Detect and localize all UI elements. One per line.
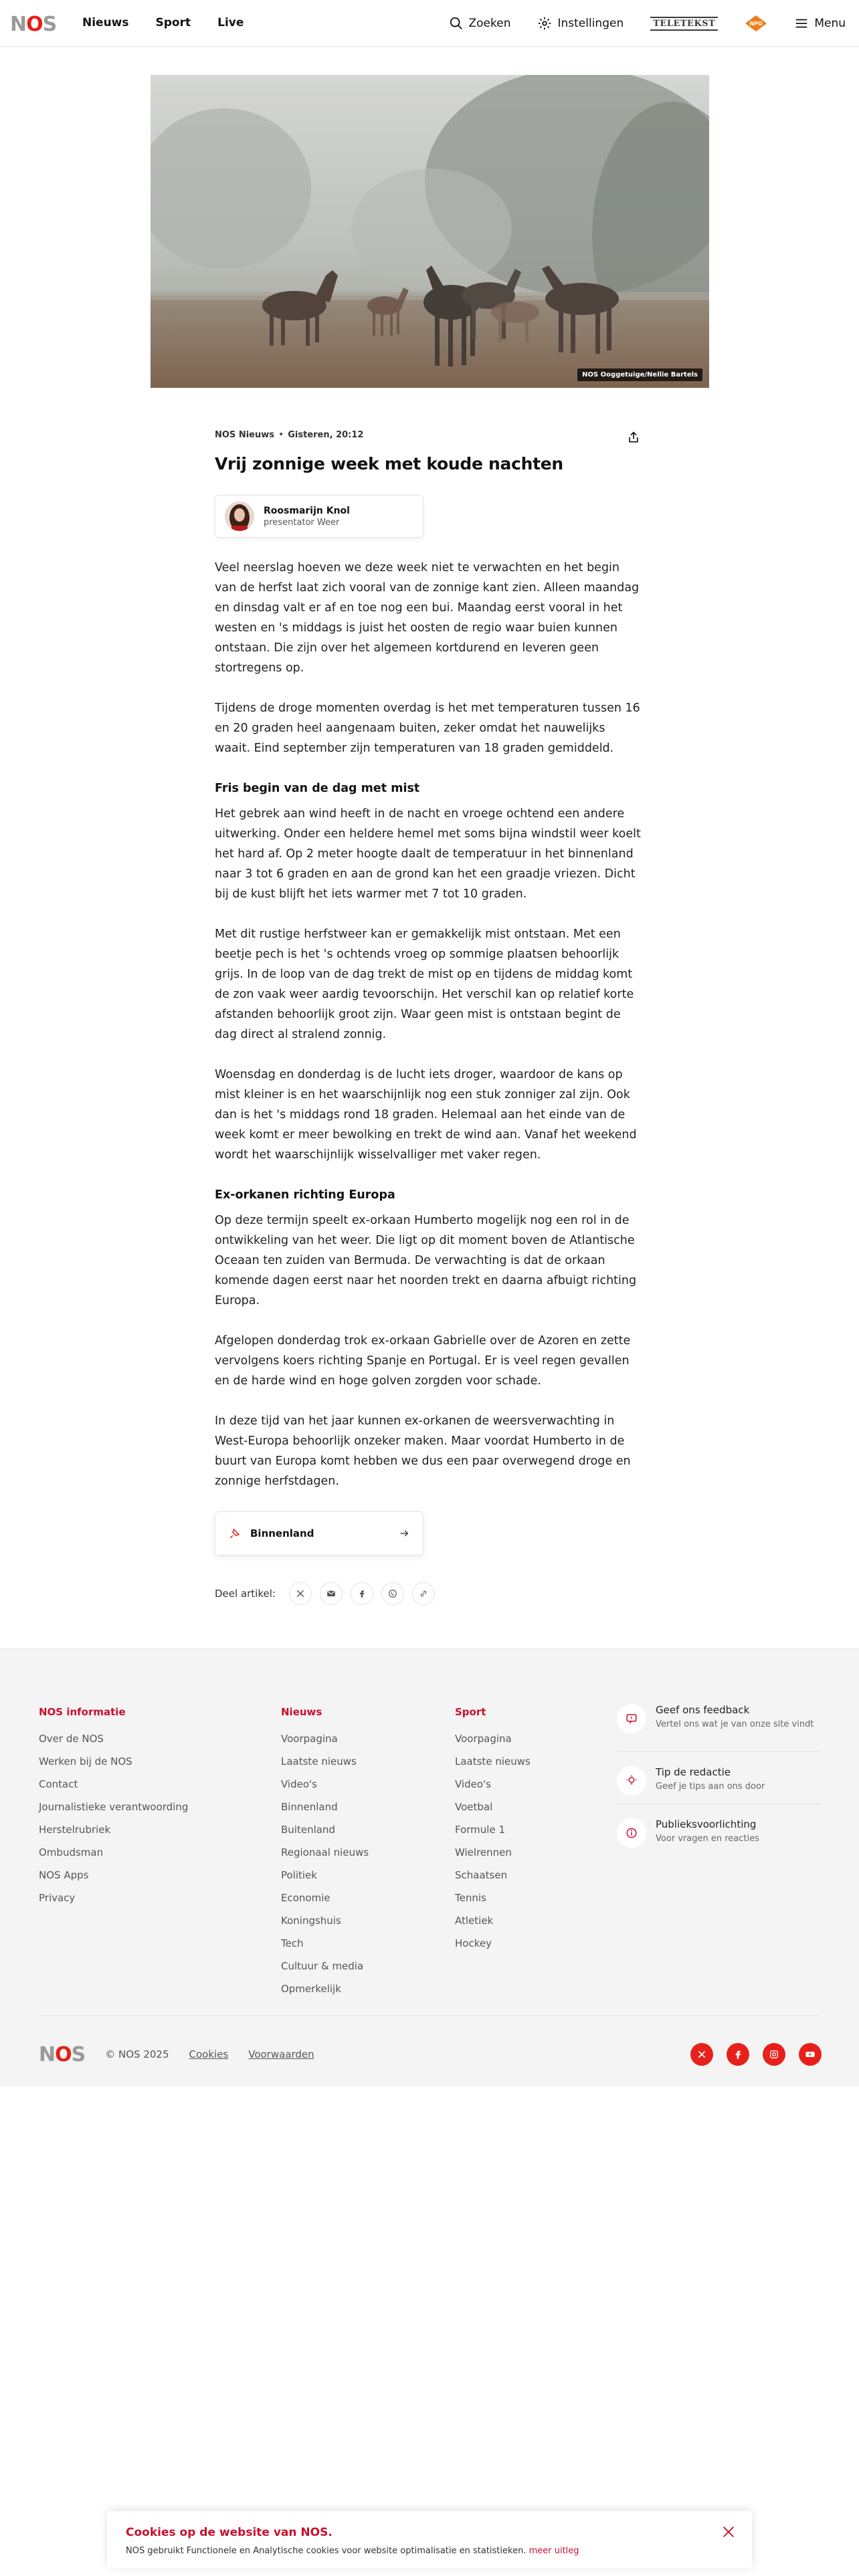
footer-link[interactable]: Wielrennen	[455, 1846, 512, 1858]
footer-link[interactable]: Privacy	[39, 1892, 76, 1904]
cookie-banner	[107, 2511, 752, 2568]
feedback-icon	[617, 1704, 646, 1733]
footer-link[interactable]: Contact	[39, 1778, 78, 1790]
feedback-box[interactable]: Geef ons feedback Vertel ons wat je van onze site vindt	[617, 1704, 821, 1733]
main-nav	[82, 16, 244, 29]
footer-link[interactable]: Formule 1	[455, 1824, 505, 1836]
paragraph: Veel neerslag hoeven we deze week niet te verwachten en het begin van de herfst laat zich vooral van de zonnige kant zien. Alleen maandag en dinsdag valt er af en toe nog een bui. Maandag eerst vooral in het westen en 's middags is juist het oosten de regio waar buien kunnen ontstaan. Die zijn over het algemeen kortdurend en leveren geen stortregens op.	[215, 561, 640, 675]
author-role: presentator Weer	[264, 517, 340, 528]
info-icon	[617, 1818, 646, 1848]
article-meta	[215, 428, 643, 441]
footer-link[interactable]: Voorpagina	[281, 1733, 338, 1745]
subheading: Ex-orkanen richting Europa	[215, 1188, 395, 1202]
facebook-icon	[357, 1589, 367, 1598]
paragraph: In deze tijd van het jaar kunnen ex-orkanen de weersverwachting in West-Europa behoorlijk onzeker maken. Maar voordat Humberto in de buurt van Europa komt hebben we dus een paar overwegend droge en zonnige herfstdagen.	[215, 1414, 631, 1488]
x-social-link[interactable]	[690, 2043, 713, 2066]
footer-link[interactable]: Werken bij de NOS	[39, 1755, 132, 1767]
footer-link[interactable]: NOS Apps	[39, 1869, 89, 1881]
close-icon[interactable]	[721, 2525, 736, 2539]
paragraph: Woensdag en donderdag is de lucht iets droger, waardoor de kans op mist kleiner is en het waarschijnlijk nog een stuk zonniger zal zijn. Ook dan is het 's middags rond 18 graden. Helemaal aan het einde van de week komt er meer bewolking en trekt de wind aan. Vanaf het weekend wordt het waarschijnlijk wisselvalliger met vaker regen.	[215, 1068, 637, 1162]
arrow-right-icon	[399, 1528, 409, 1539]
footer-link[interactable]: Tech	[281, 1937, 304, 1949]
cookie-text: NOS gebruikt Functionele en Analytische cookies voor website optimalisatie en statistieken. meer uitleg	[126, 2546, 579, 2556]
footer-link[interactable]: Buitenland	[281, 1824, 335, 1836]
nav-sport[interactable]: Sport	[155, 16, 191, 29]
footer-link[interactable]: Economie	[281, 1892, 330, 1904]
subheading: Fris begin van de dag met mist	[215, 782, 420, 795]
copyright: © NOS 2025	[105, 2048, 169, 2060]
tag-icon	[229, 1527, 241, 1539]
footer-link[interactable]: Binnenland	[281, 1801, 338, 1813]
nav-live[interactable]: Live	[217, 16, 244, 29]
author-card[interactable]	[215, 495, 423, 538]
share-x-button[interactable]	[289, 1582, 312, 1605]
author-name: Roosmarijn Knol	[264, 505, 350, 516]
footer-col-sport: Sport Voorpagina Laatste nieuws Video's Voetbal Formule 1 Wielrennen Schaatsen Tennis Atletiek Hockey	[455, 1706, 531, 1955]
settings-button[interactable]: Instellingen	[537, 16, 624, 31]
site-footer	[0, 1648, 859, 2086]
paragraph: Afgelopen donderdag trok ex-orkaan Gabrielle over de Azoren en zette vervolgens koers richting Spanje en Portugal. Er is veel regen gevallen en de harde wind en hoge golven zorgden voor schade.	[215, 1334, 631, 1388]
link-icon	[419, 1589, 428, 1598]
info-box[interactable]: Publieksvoorlichting Voor vragen en reacties	[617, 1818, 821, 1848]
share-button[interactable]	[624, 428, 643, 447]
search-icon	[449, 16, 464, 31]
instagram-icon	[769, 2049, 779, 2060]
paragraph: Met dit rustige herfstweer kan er gemakkelijk mist ontstaan. Met een beetje pech is het 's ochtends vroeg op sommige plaatsen behoorlijk grijs. In de loop van de dag trekt de mist op en tijdens de middag komt de zon vaak weer aardig tevoorschijn. Het verschil kan op relatief korte afstanden behoorlijk groot zijn. Waar geen mist is ontstaan begint de dag direct al stralend zonnig.	[215, 928, 634, 1041]
share-link-button[interactable]	[412, 1582, 435, 1605]
menu-button[interactable]: Menu	[794, 16, 846, 31]
tip-box[interactable]: Tip de redactie Geef je tips aan ons door	[617, 1766, 821, 1796]
footer-link[interactable]: Video's	[281, 1778, 317, 1790]
footer-link[interactable]: Atletiek	[455, 1915, 494, 1927]
footer-link[interactable]: Regionaal nieuws	[281, 1846, 369, 1858]
youtube-social-link[interactable]	[799, 2043, 822, 2066]
youtube-icon	[805, 2049, 816, 2060]
teletekst-link[interactable]: TELETEKST	[650, 17, 718, 31]
npo-logo[interactable]	[745, 14, 767, 33]
nos-logo[interactable]: NOS	[10, 13, 57, 36]
article-time: Gisteren, 20:12	[288, 429, 364, 440]
footer-col-nieuws: Nieuws Voorpagina Laatste nieuws Video's Binnenland Buitenland Regionaal nieuws Politiek Economie Koningshuis Tech Cultuur & media Opmerkelijk	[281, 1706, 369, 2000]
share-facebook-button[interactable]	[351, 1582, 373, 1605]
divider	[617, 1751, 821, 1752]
header-actions	[449, 13, 846, 33]
instagram-social-link[interactable]	[763, 2043, 785, 2066]
paragraph: Het gebrek aan wind heeft in de nacht en vroege ochtend een andere uitwerking. Onder een heldere hemel met soms bijna windstil weer koelt het hard af. Op 2 meter hoogte daalt de temperatuur in het binnenland naar 3 tot 6 graden en aan de grond kan het een graadje vriezen. Dicht bij de kust blijft het iets warmer met 7 tot 10 graden.	[215, 807, 641, 901]
foggy-horses-photo	[151, 75, 709, 388]
footer-link[interactable]: Voetbal	[455, 1801, 493, 1813]
search-button[interactable]: Zoeken	[449, 16, 511, 31]
tag-binnenland[interactable]: Binnenland	[215, 1511, 423, 1555]
lightbulb-icon	[617, 1766, 646, 1796]
footer-link[interactable]: Cultuur & media	[281, 1960, 364, 1972]
cookie-more-link[interactable]: meer uitleg	[529, 2546, 579, 2556]
cookie-title: Cookies op de website van NOS.	[126, 2526, 332, 2539]
paragraph: Tijdens de droge momenten overdag is het met temperaturen tussen 16 en 20 graden heel aangenaam buiten, zeker omdat het nauwelijks waait. Eind september zijn temperaturen van 18 graden gemiddeld.	[215, 702, 640, 755]
facebook-icon	[733, 2049, 743, 2060]
article-title: Vrij zonnige week met koude nachten	[215, 454, 563, 473]
terms-link[interactable]: Voorwaarden	[248, 2048, 314, 2060]
article	[215, 428, 643, 1605]
footer-col-nos-informatie: NOS informatie Over de NOS Werken bij de NOS Contact Journalistieke verantwoording Herstelrubriek Ombudsman NOS Apps Privacy	[39, 1706, 188, 1909]
footer-link[interactable]: Laatste nieuws	[281, 1755, 357, 1767]
footer-link[interactable]: Journalistieke verantwoording	[39, 1801, 189, 1813]
share-icon	[627, 431, 640, 444]
x-icon	[696, 2049, 707, 2060]
x-icon	[296, 1589, 305, 1598]
author-avatar	[225, 502, 254, 531]
paragraph: Op deze termijn speelt ex-orkaan Humberto mogelijk nog een rol in de ontwikkeling van het weer. Die ligt op dit moment boven de Atlantische Oceaan ten zuiden van Bermuda. De verwachting is dat de orkaan komende dagen eerst naar het noorden trekt en daarna afbuigt richting Europa.	[215, 1214, 637, 1307]
email-icon	[326, 1589, 336, 1598]
footer-link[interactable]: Over de NOS	[39, 1733, 104, 1745]
footer-link[interactable]: Ombudsman	[39, 1846, 104, 1858]
footer-bottom	[39, 2042, 822, 2066]
cookies-link[interactable]: Cookies	[189, 2048, 229, 2060]
nav-nieuws[interactable]: Nieuws	[82, 16, 129, 29]
hero-image	[151, 75, 709, 388]
meta-separator: •	[278, 429, 284, 440]
article-body	[215, 558, 643, 1491]
facebook-social-link[interactable]	[727, 2043, 749, 2066]
gear-icon	[537, 16, 552, 31]
footer-link[interactable]: Laatste nieuws	[455, 1755, 531, 1767]
article-source[interactable]: NOS Nieuws	[215, 429, 274, 440]
footer-link[interactable]: Herstelrubriek	[39, 1824, 111, 1836]
share-whatsapp-button[interactable]	[381, 1582, 404, 1605]
footer-link[interactable]: Politiek	[281, 1869, 317, 1881]
footer-link[interactable]: Tennis	[455, 1892, 486, 1904]
footer-link[interactable]: Video's	[455, 1778, 491, 1790]
social-links	[690, 2043, 822, 2066]
photo-credit: NOS Ooggetuige/Nellie Bartels	[577, 368, 702, 381]
hamburger-icon	[794, 16, 809, 31]
footer-link[interactable]: Schaatsen	[455, 1869, 508, 1881]
share-email-button[interactable]	[320, 1582, 343, 1605]
footer-link[interactable]: Hockey	[455, 1937, 492, 1949]
svg-text:NPO: NPO	[749, 21, 763, 27]
footer-link[interactable]: Voorpagina	[455, 1733, 512, 1745]
footer-logo[interactable]: NOS	[39, 2042, 86, 2066]
whatsapp-icon	[388, 1589, 397, 1598]
share-row: Deel artikel:	[215, 1582, 643, 1605]
site-header	[0, 0, 859, 47]
footer-link[interactable]: Opmerkelijk	[281, 1983, 341, 1995]
footer-link[interactable]: Koningshuis	[281, 1915, 341, 1927]
